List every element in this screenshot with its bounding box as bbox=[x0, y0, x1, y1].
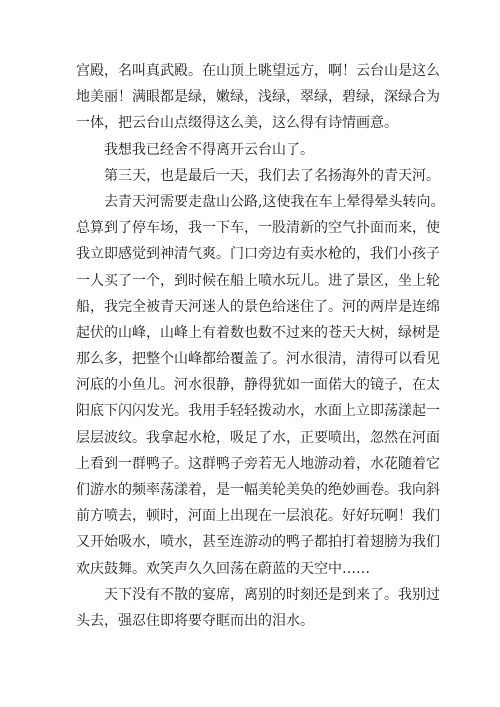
text-line: 河底的小鱼儿。河水很静，静得犹如一面偌大的镜子，在太 bbox=[76, 377, 440, 394]
paragraph-qingtian-river bbox=[76, 189, 445, 582]
text-line: 又开始吸水，喷水，甚至连游动的鸭子都拍打着翅膀为我们 bbox=[76, 534, 440, 551]
paragraph-farewell bbox=[76, 582, 440, 634]
text-line: 总算到了停车场，我一下车，一股清新的空气扑面而来，使 bbox=[76, 220, 440, 237]
document-body bbox=[76, 58, 445, 634]
text-line: 我想我已经舍不得离开云台山了。 bbox=[76, 141, 314, 158]
text-line: 地美丽！满眼都是绿，嫩绿，浅绿，翠绿，碧绿，深绿合为 bbox=[76, 89, 440, 106]
text-line: 船，我完全被青天河迷人的景色给迷住了。河的两岸是连绵 bbox=[76, 298, 440, 315]
text-line: 我立即感觉到神清气爽。门口旁边有卖水枪的，我们小孩子 bbox=[76, 246, 440, 263]
text-line: 头去，强忍住即将要夺眶而出的泪水。 bbox=[76, 612, 314, 629]
text-line: 欢庆鼓舞。欢笑声久久回荡在蔚蓝的天空中…… bbox=[76, 560, 370, 577]
text-line: 层层波纹。我拿起水枪，吸足了水，正要喷出，忽然在河面 bbox=[76, 429, 440, 446]
text-line: 那么多，把整个山峰都给覆盖了。河水很清，清得可以看见 bbox=[76, 351, 440, 368]
text-line: 一体，把云台山点缀得这么美，这么得有诗情画意。 bbox=[76, 115, 398, 132]
text-line: 去青天河需要走盘山公路,这使我在车上晕得晕头转向。 bbox=[76, 193, 445, 210]
text-line: 第三天，也是最后一天，我们去了名扬海外的青天河。 bbox=[76, 167, 440, 184]
text-line: 天下没有不散的宴席，离别的时刻还是到来了。我别过 bbox=[76, 586, 440, 603]
text-line: 上看到一群鸭子。这群鸭子旁若无人地游动着，水花随着它 bbox=[76, 455, 440, 472]
paragraph-reluctant bbox=[76, 137, 432, 163]
text-line: 一人买了一个，到时候在船上喷水玩儿。进了景区，坐上轮 bbox=[76, 272, 440, 289]
paragraph-yuntai-summit bbox=[76, 58, 440, 137]
paragraph-third-day bbox=[76, 163, 440, 189]
text-line: 前方喷去，顿时，河面上出现在一层浪花。好好玩啊！我们 bbox=[76, 508, 440, 525]
text-line: 起伏的山峰，山峰上有着数也数不过来的苍天大树，绿树是 bbox=[76, 324, 440, 341]
text-line: 阳底下闪闪发光。我用手轻轻拨动水，水面上立即荡漾起一 bbox=[76, 403, 440, 420]
text-line: 宫殿，名叫真武殿。在山顶上眺望远方，啊！云台山是这么 bbox=[76, 63, 440, 79]
text-line: 们游水的频率荡漾着，是一幅美轮美奂的绝妙画卷。我向斜 bbox=[76, 482, 440, 498]
